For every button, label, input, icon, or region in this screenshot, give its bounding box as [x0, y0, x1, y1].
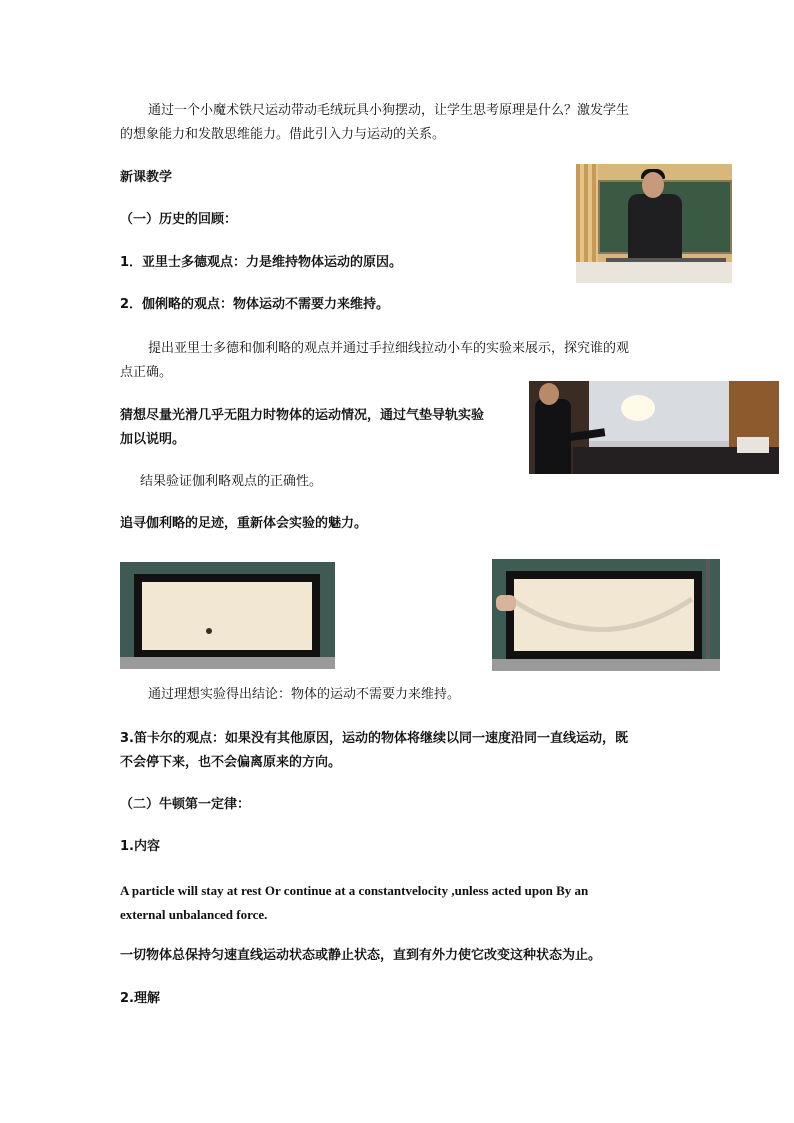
paper-screen-photo-left — [120, 562, 335, 669]
result-text: 结果验证伽利略观点的正确性。 — [140, 474, 323, 489]
experiment-line-1: 提出亚里士多德和伽利略的观点并通过手拉细线拉动小车的实验来展示，探究谁的观 — [148, 341, 630, 356]
section-history-heading: （一）历史的回顾： — [120, 212, 238, 227]
guess-line-1: 猜想尽量光滑几乎无阻力时物体的运动情况，通过气垫导轨实验 — [120, 408, 485, 423]
english-law-line-1: A particle will stay at rest Or continue at a constantvelocity ,unless acted upon By an — [120, 883, 589, 898]
descartes-line-1: 3.笛卡尔的观点：如果没有其他原因，运动的物体将继续以同一速度沿同一直线运动，既 — [120, 731, 628, 746]
paper-screen-photo-right — [492, 559, 720, 671]
teacher-blackboard-photo — [576, 164, 732, 283]
content-heading: 1.内容 — [120, 839, 160, 854]
air-track-experiment-photo — [529, 381, 779, 474]
understanding-heading: 2.理解 — [120, 991, 160, 1006]
guess-line-2: 加以说明。 — [120, 432, 186, 447]
english-law-line-2: external unbalanced force. — [120, 907, 268, 922]
swing-arc-graphic — [492, 559, 720, 671]
conclusion-text: 通过理想实验得出结论：物体的运动不需要力来维持。 — [148, 687, 461, 702]
intro-line-2: 的想象能力和发散思维能力。借此引入力与运动的关系。 — [120, 127, 446, 142]
aristotle-view: 1．亚里士多德观点：力是维持物体运动的原因。 — [120, 255, 403, 270]
section-newton-heading: （二）牛顿第一定律： — [120, 797, 251, 812]
experiment-line-2: 点正确。 — [120, 365, 173, 380]
follow-galileo-heading: 追寻伽利略的足迹，重新体会实验的魅力。 — [120, 516, 368, 531]
section-new-lesson-heading: 新课教学 — [120, 170, 173, 185]
chinese-law: 一切物体总保持匀速直线运动状态或静止状态，直到有外力使它改变这种状态为止。 — [120, 948, 602, 963]
galileo-view: 2．伽俐略的观点：物体运动不需要力来维持。 — [120, 297, 390, 312]
descartes-line-2: 不会停下来，也不会偏离原来的方向。 — [120, 755, 342, 770]
intro-line-1: 通过一个小魔术铁尺运动带动毛绒玩具小狗摆动，让学生思考原理是什么？激发学生 — [148, 103, 630, 118]
